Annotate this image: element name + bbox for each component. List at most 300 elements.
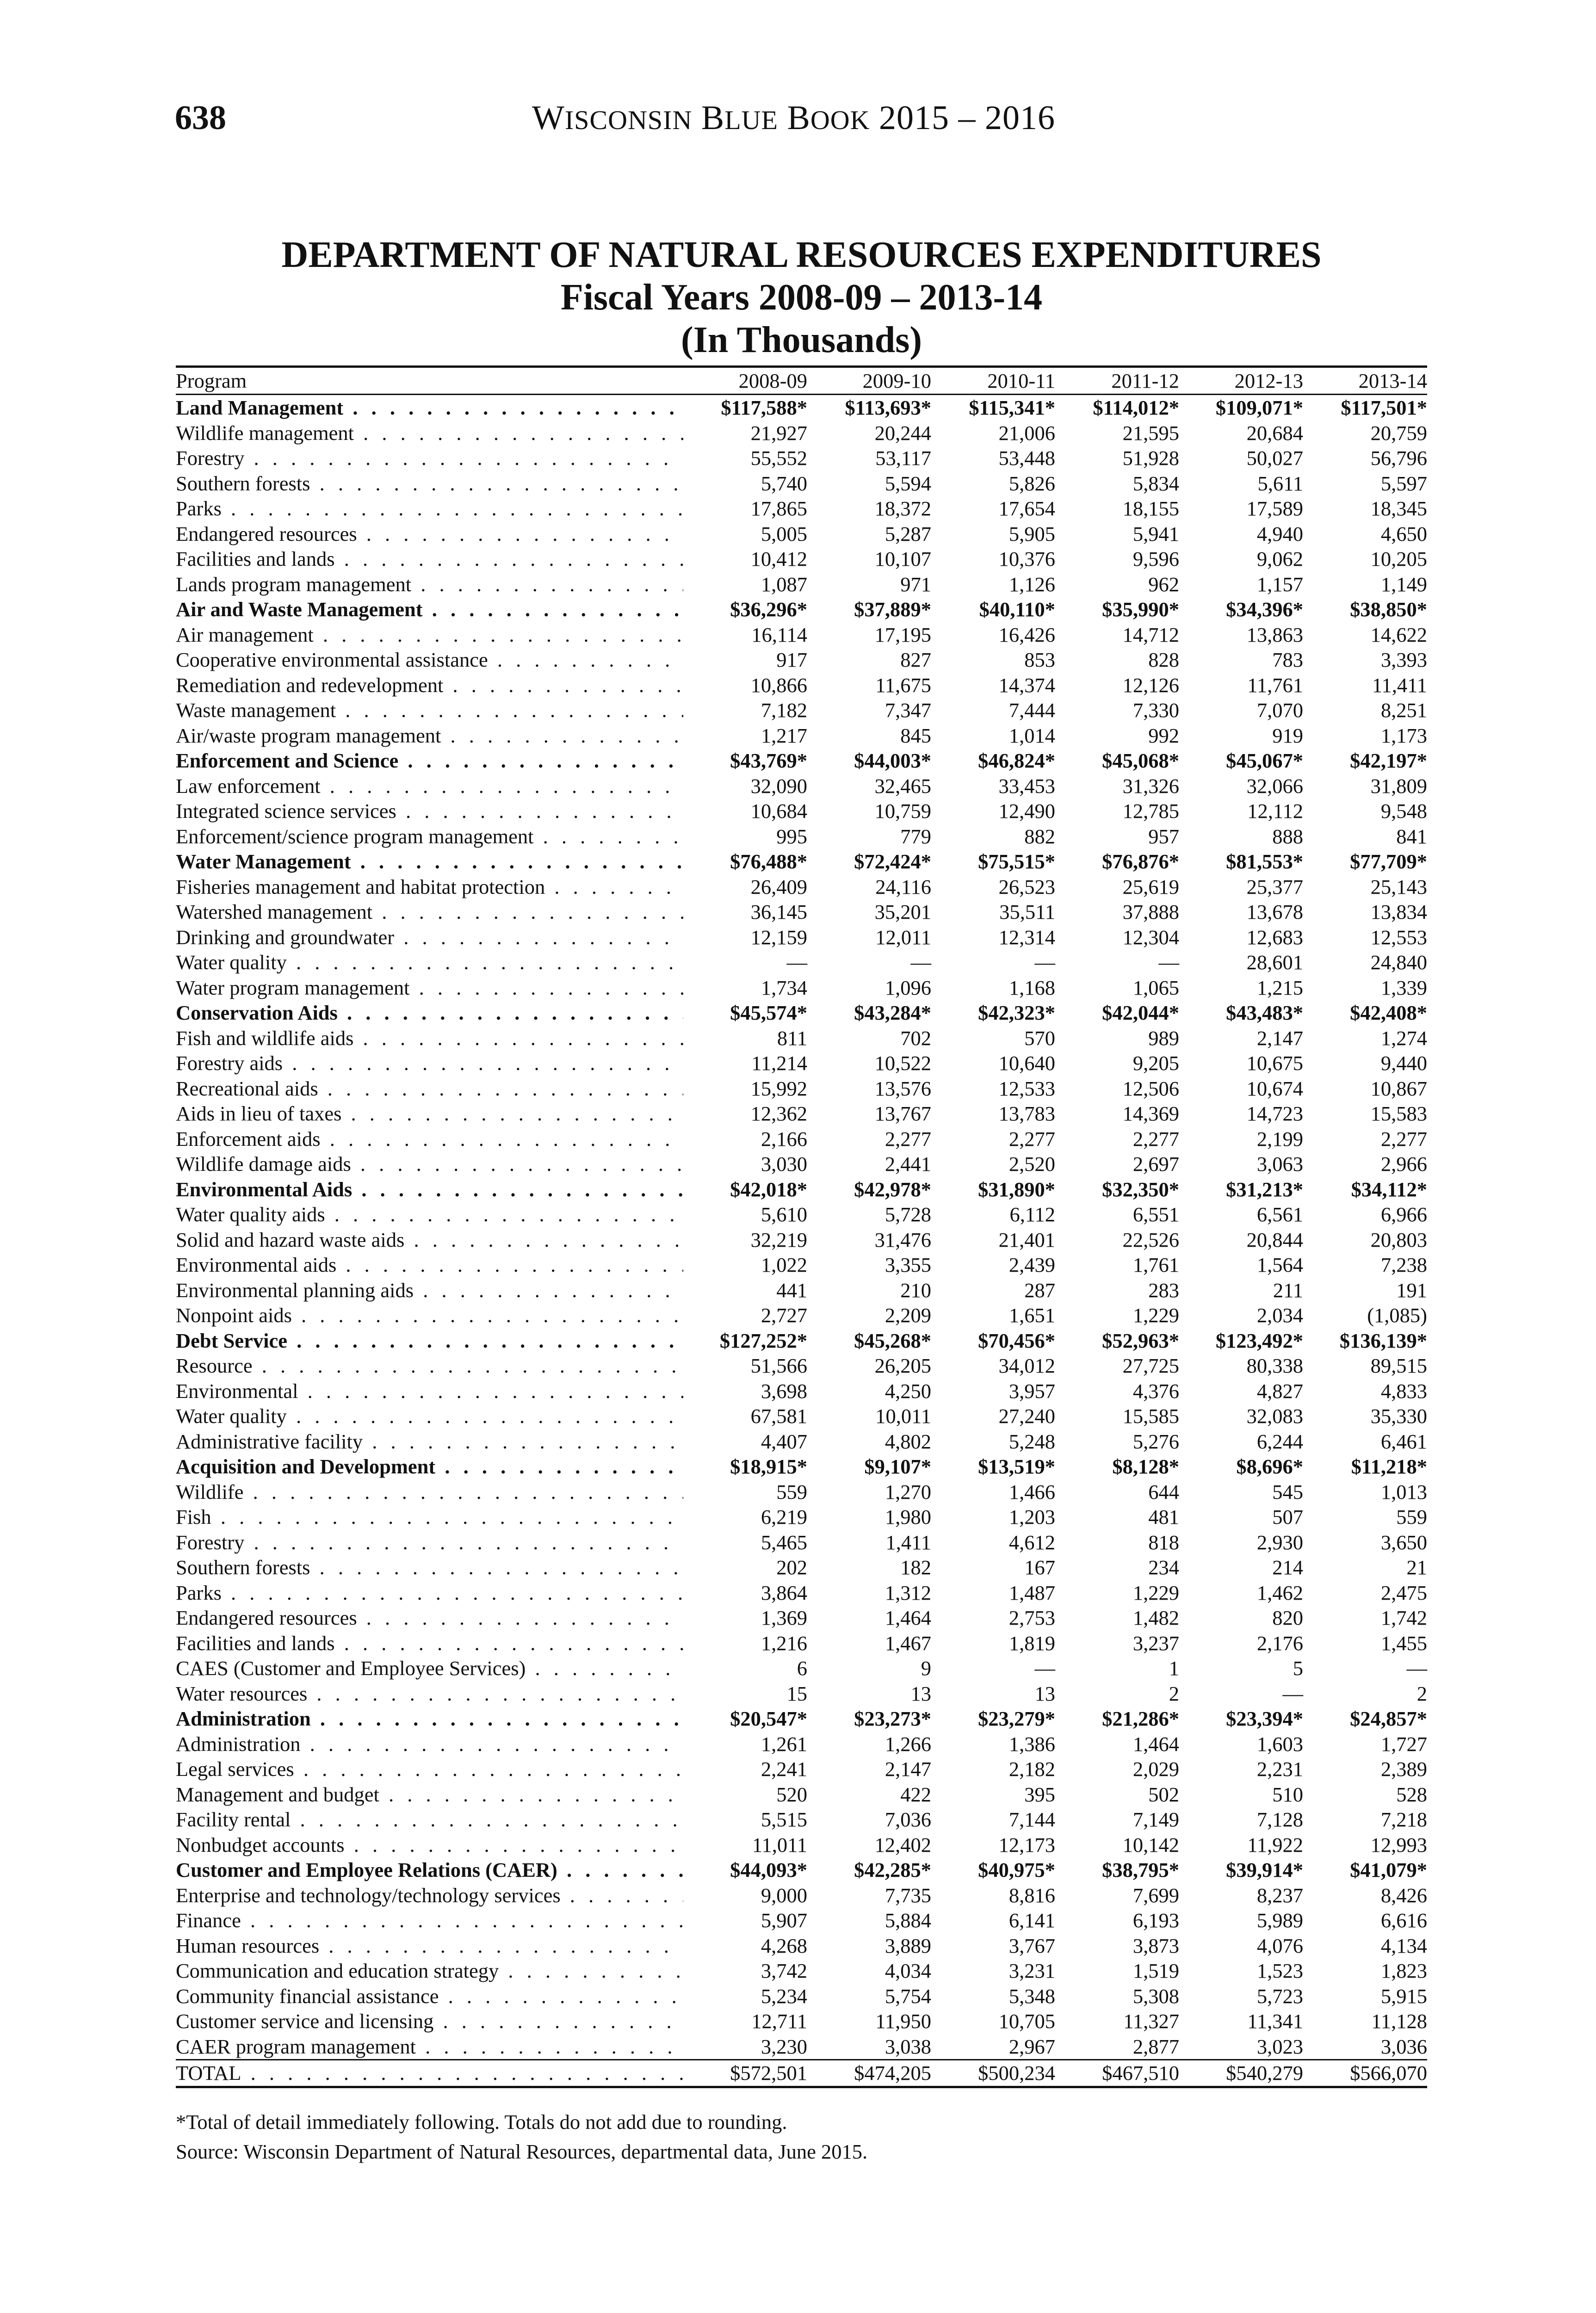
expenditure-value: 5,834	[1132, 471, 1179, 495]
expenditure-value: 1,168	[1008, 976, 1055, 999]
expenditure-value: 2,966	[1380, 1152, 1427, 1175]
expenditure-value: 3,030	[761, 1152, 807, 1175]
expenditure-value: $45,068*	[1102, 749, 1179, 772]
expenditure-value: 6,193	[1132, 1909, 1179, 1932]
expenditure-value: $123,492*	[1215, 1329, 1303, 1352]
table-row	[176, 1353, 1427, 1379]
program-label: Enforcement/science program management . . .	[176, 824, 683, 849]
expenditure-value: 2,930	[1256, 1530, 1303, 1554]
expenditure-value: 31,476	[874, 1228, 931, 1251]
expenditure-value: 4,833	[1380, 1379, 1427, 1403]
table-row	[176, 1227, 1427, 1253]
expenditure-value: 3,957	[1008, 1379, 1055, 1403]
category-row	[176, 1177, 1427, 1202]
expenditure-value: 1,229	[1132, 1581, 1179, 1604]
expenditure-value: 21,595	[1122, 421, 1179, 445]
expenditure-value: 3,393	[1380, 648, 1427, 671]
total-value: $540,279	[1179, 2060, 1303, 2087]
expenditure-value: 3,650	[1380, 1530, 1427, 1554]
expenditure-value: 3,873	[1132, 1934, 1179, 1957]
expenditure-value: 9,062	[1256, 547, 1303, 570]
expenditure-value: 7,347	[885, 699, 931, 722]
table-row	[176, 824, 1427, 849]
expenditure-value: 7,036	[885, 1808, 931, 1831]
expenditure-value: 32,219	[750, 1228, 807, 1251]
title-line-1: DEPARTMENT OF NATURAL RESOURCES EXPENDITURES	[281, 235, 1322, 275]
expenditure-value: 13,783	[998, 1102, 1055, 1125]
program-label: Customer and Employee Relations (CAER) . . .	[176, 1857, 683, 1883]
column-header-2009-10: 2009-10	[807, 367, 931, 395]
expenditure-value: 6,461	[1380, 1429, 1427, 1453]
expenditure-value: $115,341*	[969, 396, 1055, 419]
expenditure-value: 12,159	[750, 925, 807, 949]
expenditure-value: $136,139*	[1339, 1329, 1427, 1352]
expenditure-value: 21,401	[998, 1228, 1055, 1251]
expenditure-value: 21,006	[998, 421, 1055, 445]
expenditure-value: 13,576	[874, 1076, 931, 1100]
expenditure-value: 18,372	[874, 497, 931, 520]
expenditure-value: 7,149	[1132, 1808, 1179, 1831]
expenditure-value: 34,012	[998, 1354, 1055, 1377]
expenditure-value: 5,907	[761, 1909, 807, 1932]
table-row	[176, 1379, 1427, 1404]
expenditure-value: 1,603	[1256, 1732, 1303, 1756]
expenditure-value: 2,475	[1380, 1581, 1427, 1604]
expenditure-value: 2,277	[885, 1127, 931, 1150]
program-label: CAES (Customer and Employee Services) . . .	[176, 1656, 683, 1681]
program-label: Southern forests . . .	[176, 1555, 683, 1580]
expenditure-value: 4,076	[1256, 1934, 1303, 1957]
expenditure-value: $41,079*	[1350, 1858, 1427, 1881]
expenditure-value: 1,487	[1008, 1581, 1055, 1604]
table-row	[176, 1504, 1427, 1530]
expenditure-value: 5,287	[885, 522, 931, 545]
expenditure-value: $40,975*	[978, 1858, 1055, 1881]
title-line-2: Fiscal Years 2008-09 – 2013-14	[560, 277, 1043, 318]
column-header-2008-09: 2008-09	[683, 367, 807, 395]
expenditure-value: 888	[1272, 824, 1303, 848]
expenditure-value: 11,761	[1247, 673, 1303, 697]
expenditure-value: 26,409	[750, 875, 807, 898]
expenditure-value: 5,723	[1256, 1984, 1303, 2008]
expenditure-value: 7,444	[1008, 699, 1055, 722]
expenditure-value: 211	[1273, 1278, 1303, 1302]
table-row	[176, 1656, 1427, 1681]
program-label: Water resources . . .	[176, 1681, 683, 1707]
expenditure-value: 12,711	[751, 2010, 807, 2033]
expenditure-value: 1,467	[885, 1631, 931, 1655]
program-label: Resource . . .	[176, 1353, 683, 1379]
expenditure-value: 1	[1169, 1657, 1179, 1680]
table-row	[176, 1555, 1427, 1580]
program-label: Community financial assistance . . .	[176, 1984, 683, 2009]
expenditure-value: 8,426	[1380, 1883, 1427, 1907]
expenditure-value: 11,950	[875, 2010, 931, 2033]
expenditure-value: $127,252*	[719, 1329, 807, 1352]
program-label: Water quality . . .	[176, 950, 683, 975]
total-value: $500,234	[931, 2060, 1055, 2087]
expenditure-value: 7,735	[885, 1883, 931, 1907]
expenditure-value: $39,914*	[1226, 1858, 1303, 1881]
page-number: 638	[175, 99, 226, 137]
expenditure-value: 845	[900, 724, 931, 747]
expenditure-value: $109,071*	[1215, 396, 1303, 419]
program-label: Customer service and licensing . . .	[176, 2009, 683, 2034]
expenditure-value: $36,296*	[730, 598, 807, 621]
expenditure-value: 1,266	[885, 1732, 931, 1756]
running-title-b2: B	[787, 99, 810, 137]
expenditure-value: 20,844	[1246, 1228, 1303, 1251]
expenditure-value: 5,005	[761, 522, 807, 545]
table-row	[176, 1883, 1427, 1908]
table-row	[176, 521, 1427, 547]
expenditure-value: 570	[1024, 1026, 1055, 1050]
expenditure-value: 2,147	[885, 1757, 931, 1781]
expenditures-table-wrap	[176, 365, 1427, 2088]
expenditure-value: $37,889*	[854, 598, 931, 621]
expenditure-value: 1,823	[1380, 1959, 1427, 1982]
expenditure-value: 10,522	[874, 1051, 931, 1075]
expenditure-value: 3,889	[885, 1934, 931, 1957]
expenditure-value: 11,011	[752, 1833, 807, 1856]
expenditure-value: 5,610	[761, 1203, 807, 1226]
running-title-years: 2015 – 2016	[879, 99, 1055, 137]
expenditure-value: $113,693*	[845, 396, 931, 419]
expenditure-value: 12,490	[998, 799, 1055, 823]
expenditure-value: 1,734	[761, 976, 807, 999]
table-row	[176, 1807, 1427, 1832]
table-row	[176, 1580, 1427, 1606]
program-label: Forestry aids . . .	[176, 1051, 683, 1076]
expenditure-value: 27,240	[998, 1404, 1055, 1428]
expenditure-value: $34,396*	[1226, 598, 1303, 621]
expenditure-value: 14,622	[1370, 623, 1427, 646]
expenditure-value: 10,205	[1370, 547, 1427, 570]
program-label: Enterprise and technology/technology services . . .	[176, 1883, 683, 1908]
program-label: Endangered resources . . .	[176, 521, 683, 547]
table-row	[176, 925, 1427, 950]
expenditure-value: 12,533	[998, 1076, 1055, 1100]
column-header-2010-11: 2010-11	[931, 367, 1055, 395]
expenditure-value: 18,155	[1122, 497, 1179, 520]
expenditure-value: 5,915	[1380, 1984, 1427, 2008]
expenditure-value: 17,195	[874, 623, 931, 646]
expenditure-value: 2,753	[1008, 1606, 1055, 1629]
expenditure-value: $42,978*	[854, 1177, 931, 1201]
total-value: $572,501	[683, 2060, 807, 2087]
expenditure-value: 1,411	[885, 1530, 931, 1554]
expenditure-value: 37,888	[1122, 900, 1179, 923]
expenditure-value: 21,927	[750, 421, 807, 445]
expenditure-value: 3,742	[761, 1959, 807, 1982]
running-title-w: W	[532, 99, 565, 137]
program-label: Conservation Aids . . .	[176, 1000, 683, 1026]
expenditure-value: $114,012*	[1093, 396, 1179, 419]
expenditure-value: 1,980	[885, 1505, 931, 1528]
expenditure-value: 395	[1024, 1782, 1055, 1806]
table-row	[176, 2034, 1427, 2060]
program-label: Recreational aids . . .	[176, 1076, 683, 1101]
running-title-b: B	[701, 99, 725, 137]
expenditure-value: 5,465	[761, 1530, 807, 1554]
expenditure-value: 12,314	[998, 925, 1055, 949]
expenditure-value: $45,268*	[854, 1329, 931, 1352]
expenditure-value: 12,304	[1122, 925, 1179, 949]
expenditure-value: 202	[776, 1556, 807, 1579]
expenditure-value: 13,767	[874, 1102, 931, 1125]
category-row	[176, 748, 1427, 773]
expenditure-value: —	[1034, 1657, 1055, 1680]
expenditure-value: 10,142	[1122, 1833, 1179, 1856]
expenditure-value: $8,696*	[1236, 1455, 1303, 1478]
program-label: Solid and hazard waste aids . . .	[176, 1227, 683, 1253]
table-row	[176, 647, 1427, 673]
expenditure-value: 5,989	[1256, 1909, 1303, 1932]
expenditure-value: —	[786, 951, 807, 974]
expenditure-value: 15,992	[750, 1076, 807, 1100]
table-row	[176, 1832, 1427, 1858]
expenditure-value: 971	[900, 572, 931, 596]
expenditure-value: 1,339	[1380, 976, 1427, 999]
expenditure-value: 12,785	[1122, 799, 1179, 823]
expenditure-value: 7,070	[1256, 699, 1303, 722]
table-row	[176, 2009, 1427, 2034]
category-row	[176, 395, 1427, 421]
expenditure-value: 4,376	[1132, 1379, 1179, 1403]
expenditure-value: 5,515	[761, 1808, 807, 1831]
expenditure-value: 2,441	[885, 1152, 931, 1175]
expenditure-value: —	[1282, 1682, 1303, 1705]
expenditure-value: 8,251	[1380, 699, 1427, 722]
expenditure-value: 11,341	[1247, 2010, 1303, 2033]
table-row	[176, 421, 1427, 446]
column-header-program: Program	[176, 367, 683, 395]
expenditure-value: 10,107	[874, 547, 931, 570]
program-label: Fish and wildlife aids . . .	[176, 1026, 683, 1051]
program-label: Endangered resources . . .	[176, 1605, 683, 1631]
program-label: Enforcement aids . . .	[176, 1126, 683, 1152]
category-row	[176, 1328, 1427, 1354]
expenditure-value: 8,237	[1256, 1883, 1303, 1907]
total-value: $467,510	[1055, 2060, 1179, 2087]
program-label: Nonpoint aids . . .	[176, 1303, 683, 1328]
table-row	[176, 698, 1427, 723]
table-row	[176, 1126, 1427, 1152]
expenditure-value: 13	[910, 1682, 931, 1705]
expenditure-value: 2,277	[1132, 1127, 1179, 1150]
expenditure-value: 26,205	[874, 1354, 931, 1377]
program-label: Administrative facility . . .	[176, 1429, 683, 1454]
program-label: Aids in lieu of taxes . . .	[176, 1101, 683, 1126]
expenditure-value: 7,144	[1008, 1808, 1055, 1831]
expenditure-value: 3,063	[1256, 1152, 1303, 1175]
program-label: Forestry . . .	[176, 1530, 683, 1555]
expenditure-value: 502	[1148, 1782, 1179, 1806]
expenditure-value: $42,408*	[1350, 1001, 1427, 1024]
program-label: Water Management . . .	[176, 849, 683, 874]
expenditure-value: 14,712	[1122, 623, 1179, 646]
program-label: Human resources . . .	[176, 1933, 683, 1959]
expenditure-value: 12,993	[1370, 1833, 1427, 1856]
expenditure-value: 2,277	[1008, 1127, 1055, 1150]
expenditure-value: 5,276	[1132, 1429, 1179, 1453]
expenditure-value: 6	[797, 1657, 807, 1680]
expenditure-value: 182	[900, 1556, 931, 1579]
program-label: Water program management . . .	[176, 975, 683, 1001]
expenditure-value: $43,769*	[730, 749, 807, 772]
expenditure-value: 12,402	[874, 1833, 931, 1856]
expenditure-value: 10,675	[1246, 1051, 1303, 1075]
expenditure-value: $117,501*	[1341, 396, 1427, 419]
total-value: $474,205	[807, 2060, 931, 2087]
expenditure-value: $81,553*	[1226, 850, 1303, 873]
expenditure-value: $76,488*	[730, 850, 807, 873]
expenditure-value: 10,866	[750, 673, 807, 697]
expenditure-value: 14,723	[1246, 1102, 1303, 1125]
expenditure-value: 4,650	[1380, 522, 1427, 545]
expenditure-value: $32,350*	[1102, 1177, 1179, 1201]
expenditure-value: 9,440	[1380, 1051, 1427, 1075]
expenditure-value: $38,795*	[1102, 1858, 1179, 1881]
table-row	[176, 723, 1427, 748]
program-label: Acquisition and Development . . .	[176, 1454, 683, 1479]
expenditure-value: 2,241	[761, 1757, 807, 1781]
expenditure-value: 6,616	[1380, 1909, 1427, 1932]
program-label: Administration . . .	[176, 1732, 683, 1757]
expenditure-value: $31,890*	[978, 1177, 1055, 1201]
expenditure-value: 12,553	[1370, 925, 1427, 949]
expenditure-value: 36,145	[750, 900, 807, 923]
table-row	[176, 1756, 1427, 1782]
expenditure-value: $75,515*	[978, 850, 1055, 873]
expenditure-value: 4,827	[1256, 1379, 1303, 1403]
program-label: Waste management . . .	[176, 698, 683, 723]
expenditure-value: 422	[900, 1782, 931, 1806]
expenditure-value: 15,583	[1370, 1102, 1427, 1125]
expenditure-value: 481	[1148, 1505, 1179, 1528]
table-row	[176, 1605, 1427, 1631]
expenditure-value: $45,067*	[1226, 749, 1303, 772]
expenditure-value: 919	[1272, 724, 1303, 747]
expenditure-value: 24,116	[875, 875, 931, 898]
program-label: Facilities and lands . . .	[176, 546, 683, 572]
table-row	[176, 1984, 1427, 2009]
source-note: Source: Wisconsin Department of Natural Resources, departmental data, June 2015.	[176, 2140, 868, 2163]
expenditure-value: 27,725	[1122, 1354, 1179, 1377]
expenditure-value: 10,011	[875, 1404, 931, 1428]
expenditure-value: 9,596	[1132, 547, 1179, 570]
expenditure-value: $23,279*	[978, 1707, 1055, 1730]
expenditure-value: $18,915*	[730, 1455, 807, 1478]
expenditure-value: 6,112	[1009, 1203, 1055, 1226]
expenditure-value: 5,234	[761, 1984, 807, 2008]
expenditure-value: 17,865	[750, 497, 807, 520]
table-row	[176, 546, 1427, 572]
table-row	[176, 1252, 1427, 1278]
table-row	[176, 1151, 1427, 1177]
expenditure-value: 15	[786, 1682, 807, 1705]
expenditure-value: 20,244	[874, 421, 931, 445]
table-row	[176, 1958, 1427, 1984]
table-row	[176, 1908, 1427, 1933]
expenditure-value: 14,374	[998, 673, 1055, 697]
expenditure-value: 1,651	[1008, 1304, 1055, 1327]
expenditure-value: 5,611	[1257, 471, 1303, 495]
expenditure-value: 1,455	[1380, 1631, 1427, 1655]
expenditures-table	[176, 365, 1427, 2088]
expenditure-value: $40,110*	[979, 598, 1055, 621]
expenditure-value: 644	[1148, 1480, 1179, 1503]
program-label: Nonbudget accounts . . .	[176, 1832, 683, 1858]
expenditure-value: 9,205	[1132, 1051, 1179, 1075]
expenditure-value: 1,386	[1008, 1732, 1055, 1756]
expenditure-value: 35,511	[999, 900, 1055, 923]
expenditure-value: 10,759	[874, 799, 931, 823]
expenditure-value: $117,588*	[721, 396, 807, 419]
expenditure-value: 14,369	[1122, 1102, 1179, 1125]
expenditure-value: 1,564	[1256, 1253, 1303, 1276]
expenditure-value: 995	[776, 824, 807, 848]
expenditure-value: 853	[1024, 648, 1055, 671]
expenditure-value: $76,876*	[1102, 850, 1179, 873]
expenditure-value: 191	[1396, 1278, 1427, 1302]
expenditure-value: 13,678	[1246, 900, 1303, 923]
expenditure-value: 1,274	[1380, 1026, 1427, 1050]
program-label: Environmental . . .	[176, 1379, 683, 1404]
expenditure-value: 528	[1396, 1782, 1427, 1806]
expenditure-value: 20,803	[1370, 1228, 1427, 1251]
expenditure-value: 9,548	[1380, 799, 1427, 823]
expenditure-value: 10,376	[998, 547, 1055, 570]
expenditure-value: 2,277	[1380, 1127, 1427, 1150]
category-row	[176, 1857, 1427, 1883]
expenditure-value: 12,683	[1246, 925, 1303, 949]
expenditure-value: 3,698	[761, 1379, 807, 1403]
expenditure-value: 35,201	[874, 900, 931, 923]
expenditure-value: 32,066	[1246, 774, 1303, 798]
expenditure-value: 25,377	[1246, 875, 1303, 898]
column-header-2011-12: 2011-12	[1055, 367, 1179, 395]
expenditure-value: 21	[1406, 1556, 1427, 1579]
expenditure-value: $42,044*	[1102, 1001, 1179, 1024]
expenditure-value: 167	[1024, 1556, 1055, 1579]
program-label: Air and Waste Management . . .	[176, 597, 683, 622]
expenditure-value: $9,107*	[864, 1455, 931, 1478]
table-row	[176, 1303, 1427, 1328]
program-label: Communication and education strategy . . .	[176, 1958, 683, 1984]
expenditure-value: 28,601	[1246, 951, 1303, 974]
expenditure-value: 12,126	[1122, 673, 1179, 697]
expenditure-value: 5,348	[1008, 1984, 1055, 2008]
expenditure-value: 1,261	[761, 1732, 807, 1756]
expenditure-value: 10,640	[998, 1051, 1055, 1075]
expenditure-value: 962	[1148, 572, 1179, 596]
expenditure-value: 3,231	[1008, 1959, 1055, 1982]
expenditure-value: $11,218*	[1351, 1455, 1427, 1478]
expenditure-value: 11,128	[1371, 2010, 1427, 2033]
program-label: Environmental aids . . .	[176, 1252, 683, 1278]
expenditure-value: $46,824*	[978, 749, 1055, 772]
expenditure-value: 20,684	[1246, 421, 1303, 445]
expenditure-value: 33,453	[998, 774, 1055, 798]
expenditure-value: —	[910, 951, 931, 974]
expenditure-value: 6,966	[1380, 1203, 1427, 1226]
expenditure-value: 12,011	[875, 925, 931, 949]
table-row	[176, 1732, 1427, 1757]
expenditure-value: 882	[1024, 824, 1055, 848]
table-row	[176, 1933, 1427, 1959]
rounding-note: *Total of detail immediately following. Totals do not add due to rounding.	[176, 2110, 787, 2134]
